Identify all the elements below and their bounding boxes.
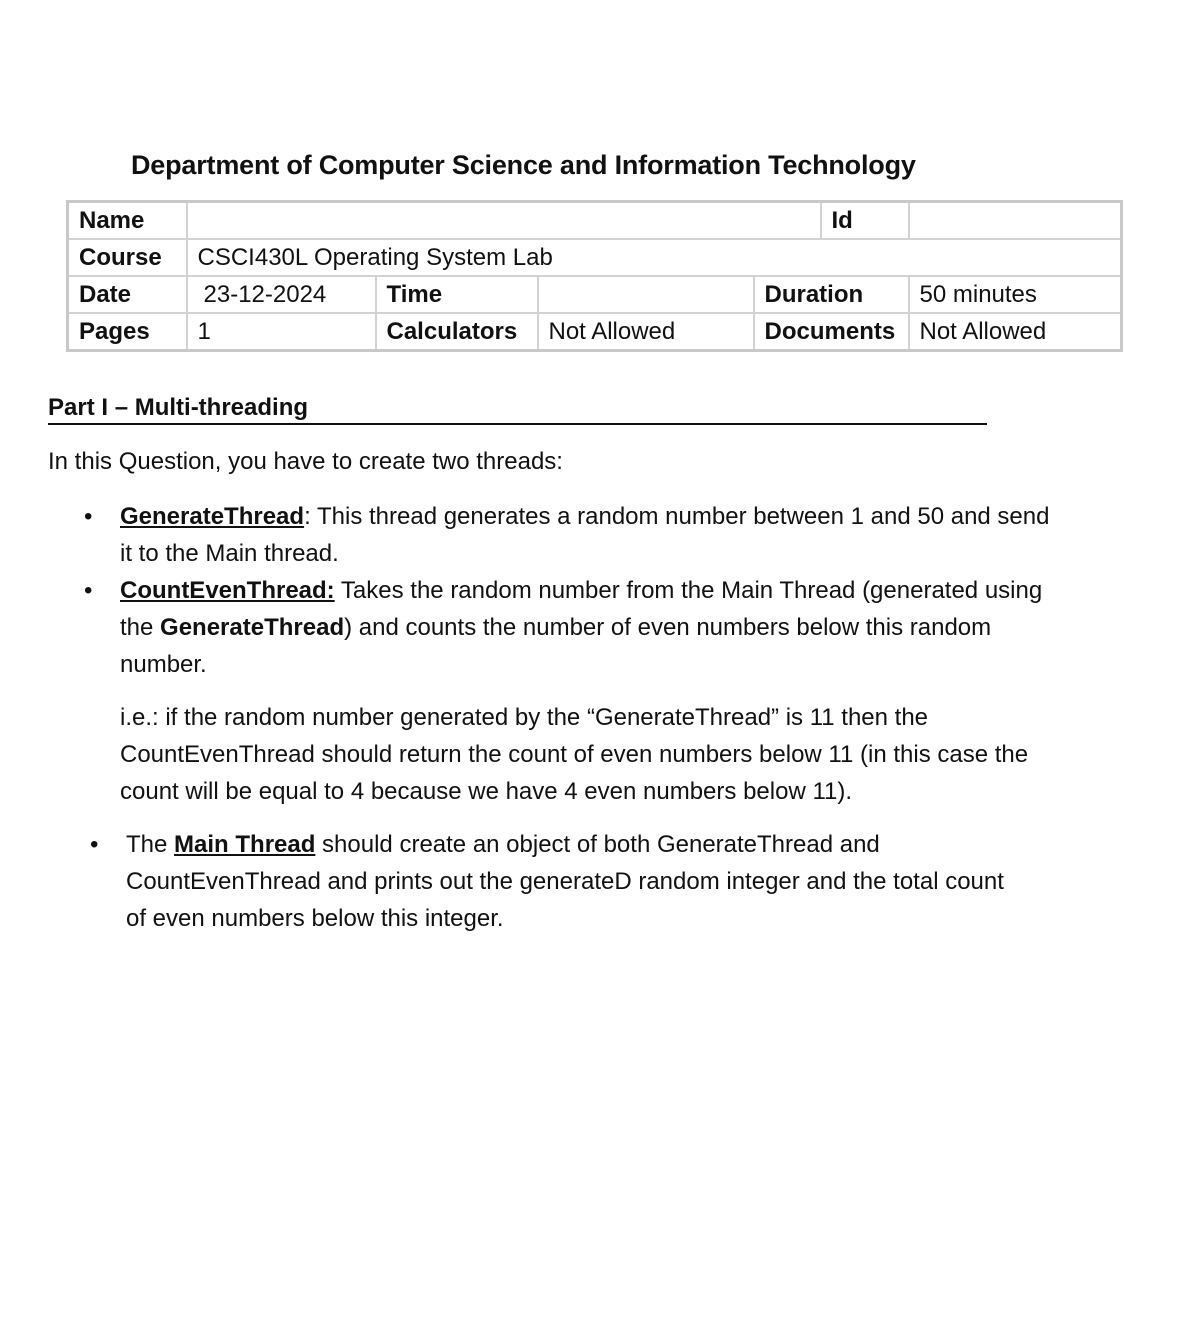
main-thread-term: Main Thread <box>174 831 316 858</box>
main-thread-desc-1: The <box>126 831 175 858</box>
generate-thread-desc: : This thread generates a random number between 1 and 50 and send it to the Main thread. <box>120 503 1050 567</box>
course-label: Course <box>68 239 187 276</box>
bullet-marker: • <box>90 831 99 858</box>
example-paragraph: i.e.: if the random number generated by the “GenerateThread” is 11 then the CountEvenThread should return the count of even numbers below 11 (in this case the count will be equal to 4 because we have 4 even numbers below 11). <box>120 704 1029 805</box>
page-title: Department of Computer Science and Information Technology <box>131 150 916 180</box>
part-heading: Part I – Multi-threading <box>48 393 987 425</box>
bullet-count-even-thread <box>120 572 1060 683</box>
bullet-generate-thread <box>120 498 1060 572</box>
duration-label: Duration <box>754 276 909 313</box>
name-label: Name <box>68 202 187 240</box>
id-label: Id <box>821 202 909 240</box>
calculators-value: Not Allowed <box>538 313 754 351</box>
main-thread-desc-2: should create an object of both GenerateThread and CountEvenThread and prints out the generateD random integer and the total count of even numbers below this integer. <box>126 831 1004 932</box>
documents-label: Documents <box>754 313 909 351</box>
duration-value: 50 minutes <box>909 276 1122 313</box>
time-label: Time <box>376 276 538 313</box>
course-value: CSCI430L Operating System Lab <box>187 239 1122 276</box>
time-value <box>538 276 754 313</box>
pages-value: 1 <box>187 313 376 351</box>
count-even-thread-bold: GenerateThread <box>160 614 345 641</box>
documents-value: Not Allowed <box>909 313 1122 351</box>
bullet-marker: • <box>84 577 93 604</box>
date-label: Date <box>68 276 187 313</box>
count-even-thread-desc-2: ) and counts the number of even numbers below this random number. <box>120 614 992 678</box>
bullet-main-thread <box>126 826 1016 937</box>
exam-info-table <box>66 200 1123 352</box>
date-value: 23-12-2024 <box>187 276 376 313</box>
generate-thread-term: GenerateThread <box>120 503 305 530</box>
count-even-thread-desc-1: Takes the random number from the Main Thread (generated using the <box>120 577 1043 641</box>
calculators-label: Calculators <box>376 313 538 351</box>
count-even-thread-term: CountEvenThread: <box>120 577 335 604</box>
pages-label: Pages <box>68 313 187 351</box>
id-value <box>909 202 1122 240</box>
table-row-name <box>68 202 1122 240</box>
intro-text: In this Question, you have to create two threads: <box>48 448 563 475</box>
table-row-pages <box>68 313 1122 351</box>
table-row-course <box>68 239 1122 276</box>
name-value <box>187 202 821 240</box>
bullet-marker: • <box>84 503 93 530</box>
table-row-date <box>68 276 1122 313</box>
